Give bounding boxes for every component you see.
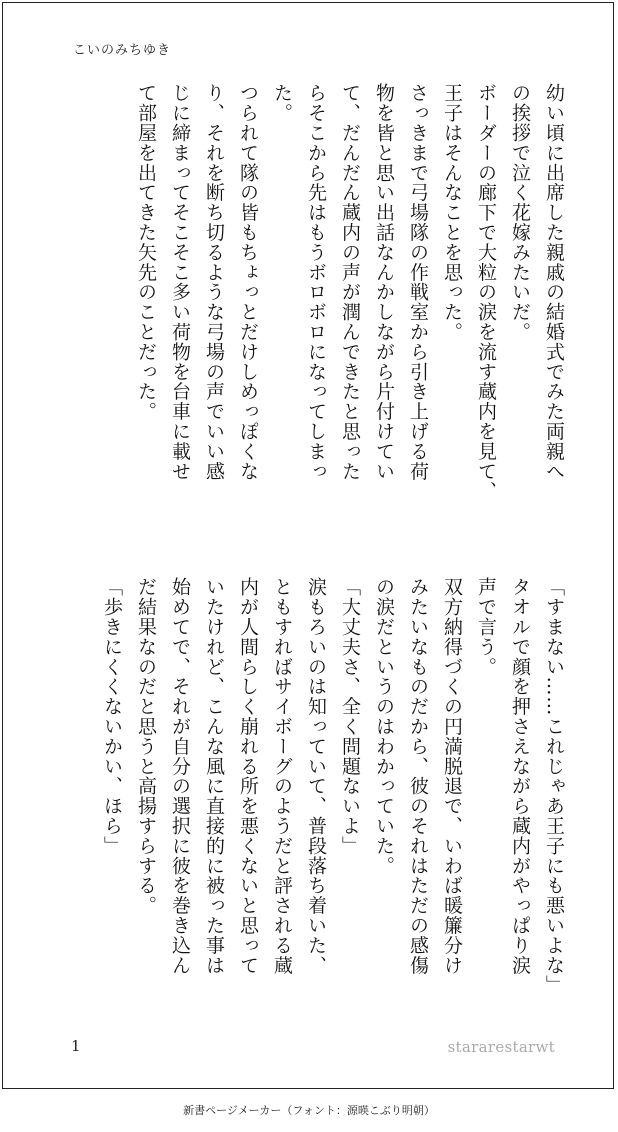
text-block-lower bbox=[95, 577, 571, 1017]
text-line: だ結果なのだと思うと高揚すらする。 bbox=[135, 577, 157, 916]
text-line: 「歩きにくくないかい、ほら」 bbox=[101, 577, 123, 856]
text-line: みたいなものだから、彼のそれはただの感傷 bbox=[407, 577, 429, 975]
text-line: いたけれど、こんな風に直接的に被った事は bbox=[203, 577, 225, 975]
text-line: て、だんだん蔵内の声が潤んできたと思った bbox=[339, 83, 361, 481]
text-line: 内が人間らしく崩れる所を悪くないと思って bbox=[237, 577, 259, 975]
text-line: り、それを断ち切るような弓場の声でいい感 bbox=[203, 83, 225, 481]
text-line: ボーダーの廊下で大粒の涙を流す蔵内を見て、 bbox=[475, 83, 497, 501]
text-line: タオルで顔を押さえながら蔵内がやっぱり涙 bbox=[509, 577, 531, 975]
text-line: 「大丈夫さ、全く問題ないよ」 bbox=[339, 577, 361, 856]
text-line: 幼い頃に出席した親戚の結婚式でみた両親へ bbox=[543, 83, 565, 481]
text-line: ともすればサイボーグのようだと評される蔵 bbox=[271, 577, 293, 975]
text-line: さっきまで弓場隊の作戦室から引き上げる荷 bbox=[407, 83, 429, 481]
text-line: 涙もろいのは知っていて、普段落ち着いた、 bbox=[305, 577, 327, 975]
book-page bbox=[2, 2, 614, 1089]
text-line: の挨拶で泣く花嫁みたいだ。 bbox=[509, 83, 531, 342]
text-line: 物を皆と思い出話なんかしながら片付けてい bbox=[373, 83, 395, 481]
text-line: て部屋を出てきた矢先のことだった。 bbox=[135, 83, 157, 422]
running-title: こいのみちゆき bbox=[73, 43, 172, 58]
text-line: た。 bbox=[271, 83, 293, 123]
text-line: らそこから先はもうボロボロになってしまっ bbox=[305, 83, 327, 481]
text-line: つられて隊の皆もちょっとだけしめっぽくな bbox=[237, 83, 259, 481]
text-line: じに締まってそこそこ多い荷物を台車に載せ bbox=[169, 83, 191, 481]
text-line: 「すまない……これじゃあ王子にも悪いよな」 bbox=[543, 577, 565, 995]
text-line: 声で言う。 bbox=[475, 577, 497, 677]
footer-credit: 新書ページメーカー（フォント：源暎こぶり明朝） bbox=[183, 1104, 435, 1117]
text-line: 双方納得づくの円満脱退で、いわば暖簾分け bbox=[441, 577, 463, 975]
text-line: の涙だというのはわかっていた。 bbox=[373, 577, 395, 876]
text-line: 王子はそんなことを思った。 bbox=[441, 83, 463, 342]
text-line: 始めてで、それが自分の選択に彼を巻き込ん bbox=[169, 577, 191, 975]
author-name: stararestarwt bbox=[447, 1038, 555, 1056]
text-block-upper bbox=[129, 83, 571, 543]
page-number: 1 bbox=[71, 1037, 81, 1055]
